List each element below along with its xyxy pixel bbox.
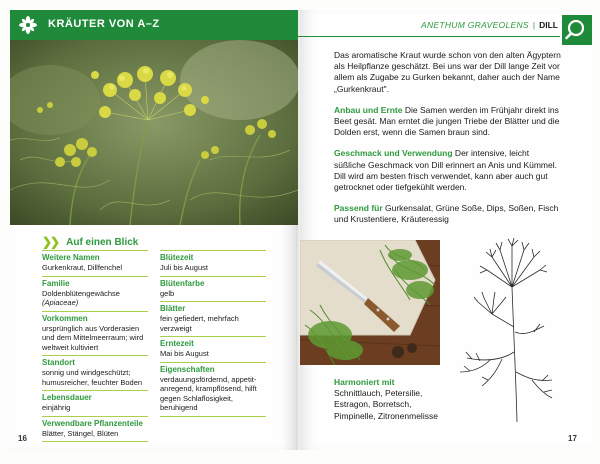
- fact-label: Blütenfarbe: [160, 278, 205, 288]
- fact-item: [160, 276, 266, 302]
- magnifier-icon: [562, 15, 592, 45]
- section-geschmack: [334, 148, 562, 193]
- section-text: Der intensive, leicht süßliche Geschmack von Dill erinnert an Anis und Kümmel. Dill wird am besten frisch verwendet, kann aber auch gut getrocknet oder tiefgekühlt werden.: [334, 148, 557, 193]
- harmoniert-paragraph: [334, 377, 444, 422]
- section-lead: Passend für: [334, 203, 383, 214]
- section-text: Gurkensalat, Grüne Soße, Dips, Soßen, Fisch und Krustentiere, Kräuteressig: [334, 203, 559, 225]
- fact-value: Blätter, Stängel, Blüten: [42, 428, 119, 438]
- chopped-dill-photo: [300, 240, 440, 365]
- fact-value: verdauungsfördernd, appetitanregend, krampflösend, hilft gegen Schlaflosigkeit, beruhigend: [160, 374, 257, 412]
- fact-label: Vorkommen: [42, 313, 88, 323]
- chapter-header: [10, 10, 298, 40]
- fact-value-latin: (Apiaceae): [42, 298, 79, 307]
- fact-label: Familie: [42, 278, 70, 288]
- harmoniert-lead: Harmoniert mit: [334, 377, 395, 387]
- fact-value: fein gefiedert, mehrfach verzweigt: [160, 314, 239, 333]
- fact-item: [42, 390, 148, 416]
- fact-label: Verwendbare Pflanzenteile: [42, 418, 143, 428]
- latin-name: ANETHUM GRAVEOLENS: [420, 20, 529, 30]
- fact-item: [160, 362, 266, 417]
- article-body: [334, 50, 562, 236]
- fact-item: [42, 311, 148, 356]
- fact-value: Gurkenkraut, Dillfenchel: [42, 263, 123, 272]
- fact-item: [42, 416, 148, 443]
- intro-paragraph: Das aromatische Kraut wurde schon von den alten Ägyptern als Heilpflanze geschätzt. Bei uns war der Dill lange Zeit vor allem als Zugabe zu Gurken bekannt, daher auch der Name „Gurkenkraut".: [334, 50, 561, 94]
- glance-heading: Auf einen Blick: [66, 236, 139, 248]
- page-number-right: 17: [568, 434, 577, 443]
- dill-botanical-sketch: [452, 232, 562, 422]
- fact-value: Doldenblütengewächse: [42, 288, 120, 298]
- section-lead: Geschmack und Verwendung: [334, 148, 453, 159]
- section-passend: [334, 203, 562, 225]
- fact-label: Lebensdauer: [42, 393, 92, 402]
- section-lead: Anbau und Ernte: [334, 104, 403, 115]
- fact-item: [42, 250, 148, 276]
- leaf-star-icon: [18, 15, 38, 35]
- fact-item: [42, 276, 148, 311]
- harmoniert-text: Schnittlauch, Petersilie, Estragon, Borretsch, Pimpinelle, Zitronenmelisse: [334, 388, 438, 421]
- chapter-title: KRÄUTER VON A–Z: [48, 18, 160, 30]
- fact-label: Eigenschaften: [160, 364, 215, 374]
- page-number-left: 16: [18, 434, 27, 443]
- fact-value: gelb: [160, 288, 175, 298]
- dill-flower-photo: [10, 40, 298, 225]
- title-separator: |: [532, 20, 536, 30]
- glance-heading-row: [42, 235, 138, 249]
- facts-column-1: [42, 250, 148, 442]
- fact-value: sonnig und windgeschützt; humusreicher, feuchter Boden: [42, 368, 143, 387]
- section-anbau: [334, 105, 562, 139]
- fact-item: [42, 355, 148, 390]
- fact-value: ursprünglich aus Vorderasien und dem Mittelmeerraum; wird weltweit kultiviert: [42, 323, 144, 352]
- header-rule: [298, 36, 560, 37]
- fact-value: einjährig: [42, 403, 71, 412]
- search-tab: [562, 15, 592, 45]
- fact-label: Blütezeit: [160, 253, 194, 262]
- fact-value: Juli bis August: [160, 263, 208, 272]
- fact-item: [160, 301, 266, 336]
- fact-item: [160, 250, 266, 276]
- fact-label: Weitere Namen: [42, 253, 100, 262]
- double-chevron-icon: ❯❯: [42, 235, 59, 249]
- facts-column-2: [160, 250, 266, 417]
- fact-label: Standort: [42, 358, 75, 367]
- fact-label: Erntezeit: [160, 339, 194, 348]
- fact-item: [160, 336, 266, 362]
- fact-label: Blätter: [160, 304, 186, 313]
- species-heading: [421, 20, 558, 30]
- section-text: Die Samen werden im Frühjahr direkt ins Beet gesät. Man erntet die jungen Triebe der Blätter und die Dolden erst, wenn die Samen braun sind.: [334, 104, 560, 138]
- fact-value: Mai bis August: [160, 349, 209, 358]
- common-name: DILL: [539, 20, 558, 30]
